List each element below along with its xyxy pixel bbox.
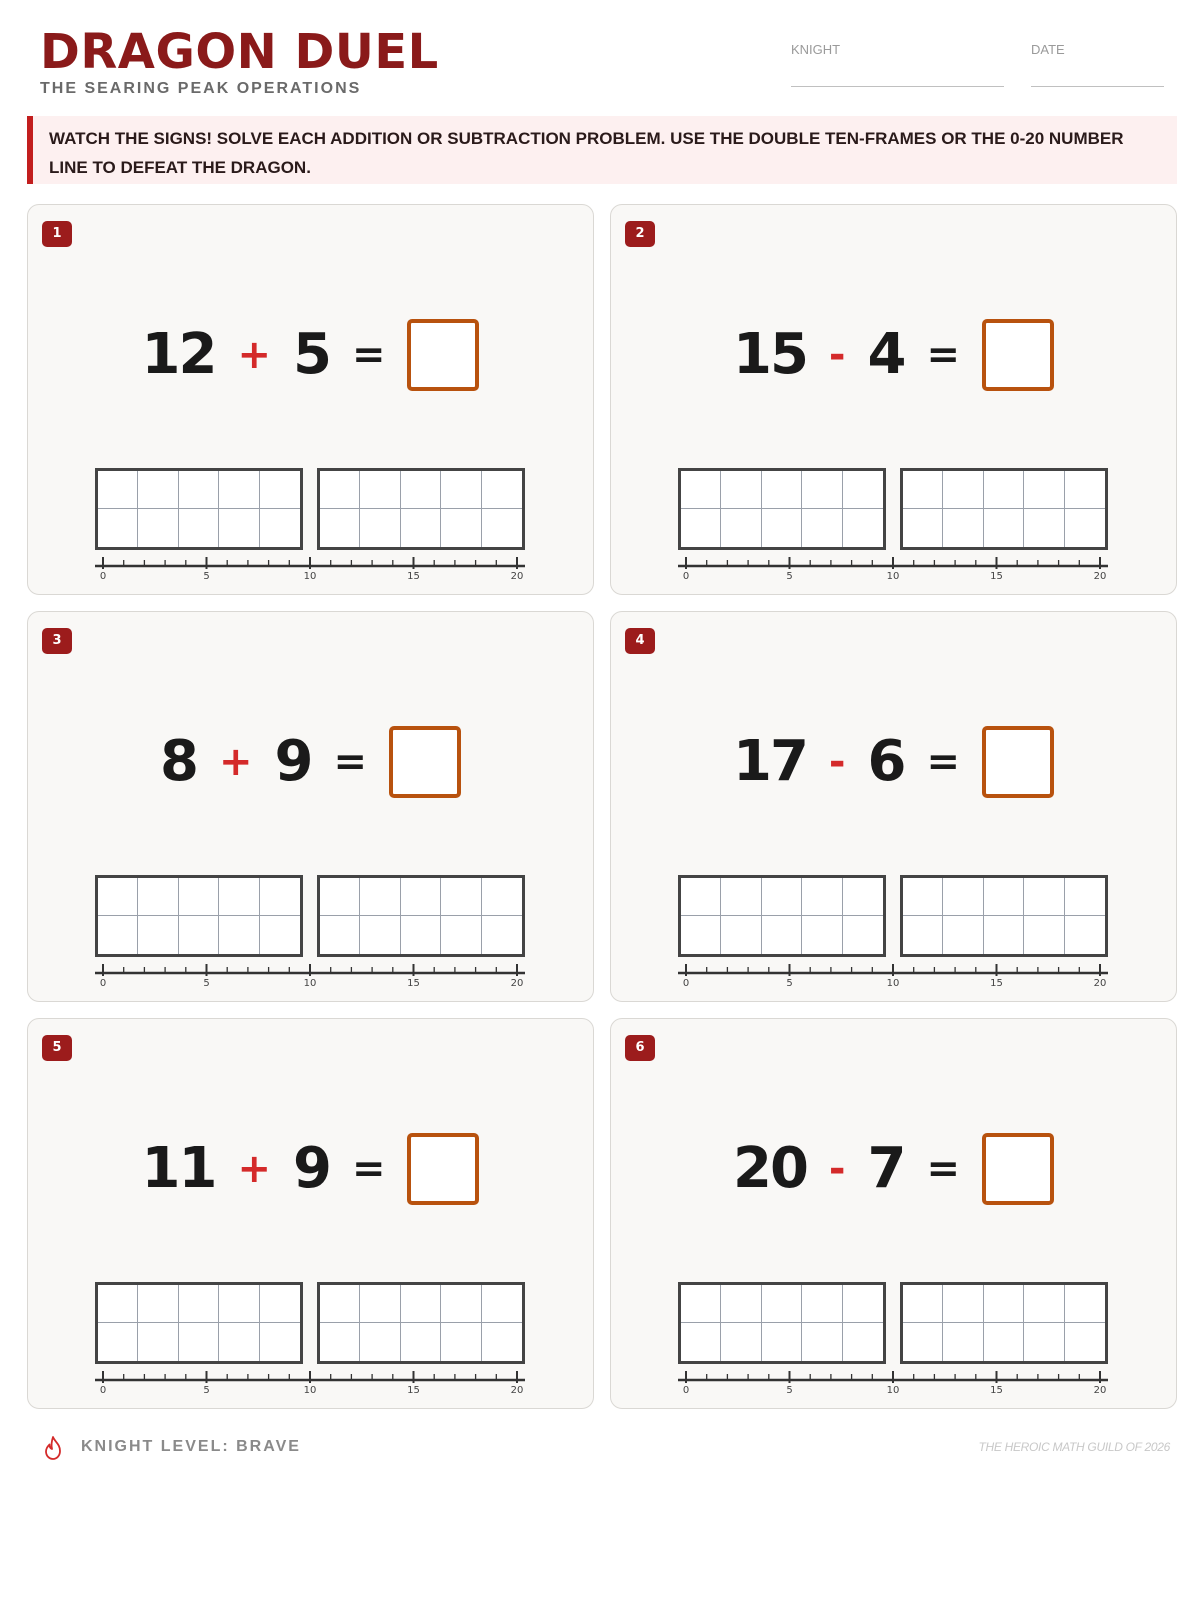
ten-frame-cell[interactable]: [401, 509, 441, 547]
ten-frame-cell[interactable]: [802, 471, 842, 509]
number-line-label: 5: [203, 1385, 210, 1396]
ten-frame-cell[interactable]: [360, 878, 400, 916]
ten-frame-cell[interactable]: [260, 1323, 300, 1361]
first-operand: 12: [141, 322, 216, 387]
credit-line: THE HEROIC MATH GUILD OF 2026: [978, 1440, 1170, 1454]
ten-frame-second: [900, 1282, 1108, 1364]
second-operand: 7: [867, 1136, 905, 1201]
ten-frame-cell[interactable]: [943, 1285, 983, 1323]
ten-frame-cell[interactable]: [260, 916, 300, 954]
ten-frame-cell[interactable]: [721, 878, 761, 916]
ten-frame-cell[interactable]: [721, 509, 761, 547]
ten-frame-cell[interactable]: [762, 1285, 802, 1323]
problem-card: [27, 204, 594, 595]
ten-frame-cell[interactable]: [1024, 471, 1064, 509]
second-operand: 4: [867, 322, 905, 387]
ten-frame-cell[interactable]: [98, 509, 138, 547]
ten-frame-cell[interactable]: [320, 1285, 360, 1323]
problem-number-badge: 4: [625, 628, 655, 654]
operator-sign: -: [828, 1146, 846, 1192]
ten-frame-cell[interactable]: [1065, 878, 1105, 916]
worksheet-header: [40, 26, 1170, 106]
ten-frame-cell[interactable]: [482, 878, 522, 916]
date-write-line[interactable]: [1031, 86, 1164, 87]
equation: [611, 1131, 1176, 1207]
ten-frame-cell[interactable]: [1024, 509, 1064, 547]
ten-frame-cell[interactable]: [360, 1323, 400, 1361]
ten-frame-cell[interactable]: [260, 471, 300, 509]
knight-label: KNIGHT: [791, 42, 841, 57]
second-operand: 9: [274, 729, 312, 794]
equation: [28, 317, 593, 393]
ten-frame-cell[interactable]: [98, 471, 138, 509]
ten-frame-cell[interactable]: [401, 471, 441, 509]
ten-frame-cell[interactable]: [98, 1323, 138, 1361]
equals-sign: =: [351, 1146, 386, 1192]
equals-sign: =: [926, 739, 961, 785]
second-operand: 5: [292, 322, 330, 387]
ten-frame-cell[interactable]: [441, 1323, 481, 1361]
ten-frame-cell[interactable]: [219, 471, 259, 509]
ten-frame-cell[interactable]: [1024, 878, 1064, 916]
ten-frame-cell[interactable]: [721, 1285, 761, 1323]
number-line-label: 20: [1093, 1385, 1107, 1396]
ten-frame-cell[interactable]: [138, 471, 178, 509]
ten-frame-cell[interactable]: [360, 509, 400, 547]
ten-frame-cell[interactable]: [138, 916, 178, 954]
page-title: DRAGON DUEL: [40, 24, 439, 80]
ten-frame-cell[interactable]: [401, 1285, 441, 1323]
equation: [28, 1131, 593, 1207]
ten-frame-cell[interactable]: [1065, 1285, 1105, 1323]
number-line-label: 10: [303, 571, 317, 582]
ten-frame-cell[interactable]: [320, 878, 360, 916]
problem-card: [610, 611, 1177, 1002]
number-line-label: 10: [886, 1385, 900, 1396]
ten-frame-cell[interactable]: [401, 1323, 441, 1361]
number-line-label: 15: [990, 571, 1003, 582]
number-line: [678, 961, 1108, 995]
ten-frame-cell[interactable]: [681, 878, 721, 916]
number-line-label: 0: [99, 1385, 107, 1396]
ten-frame-cell[interactable]: [320, 471, 360, 509]
ten-frame-cell[interactable]: [482, 916, 522, 954]
ten-frame-cell[interactable]: [903, 1323, 943, 1361]
ten-frame-cell[interactable]: [943, 471, 983, 509]
ten-frame-cell[interactable]: [843, 1323, 883, 1361]
first-operand: 11: [141, 1136, 216, 1201]
worksheet-footer: [40, 1433, 1170, 1463]
number-line-label: 10: [886, 978, 900, 989]
ten-frame-cell[interactable]: [138, 509, 178, 547]
ten-frame-cell[interactable]: [843, 878, 883, 916]
ten-frame-cell[interactable]: [802, 1285, 842, 1323]
double-ten-frame: [95, 1282, 525, 1402]
ten-frame-cell[interactable]: [219, 509, 259, 547]
ten-frame-first: [678, 1282, 886, 1364]
ten-frame-cell[interactable]: [984, 916, 1024, 954]
problem-number-badge: 1: [42, 221, 72, 247]
ten-frame-cell[interactable]: [984, 878, 1024, 916]
ten-frame-cell[interactable]: [179, 1285, 219, 1323]
ten-frame-cell[interactable]: [843, 509, 883, 547]
ten-frame-cell[interactable]: [721, 1323, 761, 1361]
ten-frame-cell[interactable]: [984, 509, 1024, 547]
ten-frame-cell[interactable]: [721, 916, 761, 954]
answer-box[interactable]: [389, 726, 461, 798]
number-line-label: 10: [886, 571, 900, 582]
number-line-label: 15: [407, 1385, 420, 1396]
number-line: [678, 1368, 1108, 1402]
ten-frame-cell[interactable]: [984, 1285, 1024, 1323]
ten-frame-second: [317, 875, 525, 957]
equals-sign: =: [926, 332, 961, 378]
ten-frame-cell[interactable]: [721, 471, 761, 509]
ten-frame-first: [95, 468, 303, 550]
ten-frame-second: [900, 875, 1108, 957]
ten-frame-cell[interactable]: [681, 471, 721, 509]
ten-frame-cell[interactable]: [441, 878, 481, 916]
problem-number-badge: 6: [625, 1035, 655, 1061]
ten-frame-cell[interactable]: [681, 509, 721, 547]
number-line-label: 15: [407, 978, 420, 989]
double-ten-frame: [678, 1282, 1108, 1402]
equation: [611, 724, 1176, 800]
ten-frame-cell[interactable]: [360, 916, 400, 954]
instructions-banner: WATCH THE SIGNS! SOLVE EACH ADDITION OR SUBTRACTION PROBLEM. USE THE DOUBLE TEN-FRAMES OR THE 0-20 NUMBER LINE TO DEFEAT THE DRAGON.: [27, 116, 1177, 184]
ten-frame-cell[interactable]: [179, 509, 219, 547]
ten-frame-cell[interactable]: [482, 1285, 522, 1323]
equation: [611, 317, 1176, 393]
equals-sign: =: [333, 739, 367, 785]
first-operand: 17: [732, 729, 807, 794]
operator-sign: +: [237, 332, 271, 378]
ten-frame-cell[interactable]: [360, 1285, 400, 1323]
ten-frame-cell[interactable]: [320, 1323, 360, 1361]
flame-icon: [42, 1435, 64, 1461]
first-operand: 20: [732, 1136, 807, 1201]
ten-frame-cell[interactable]: [482, 509, 522, 547]
ten-frame-second: [900, 468, 1108, 550]
number-line: [95, 961, 525, 995]
equation: [28, 724, 593, 800]
operator-sign: -: [828, 739, 846, 785]
number-line-label: 20: [510, 571, 524, 582]
ten-frame-cell[interactable]: [762, 916, 802, 954]
ten-frame-cell[interactable]: [1065, 471, 1105, 509]
ten-frame-cell[interactable]: [1024, 1323, 1064, 1361]
ten-frame-cell[interactable]: [762, 509, 802, 547]
double-ten-frame: [678, 468, 1108, 588]
ten-frame-cell[interactable]: [802, 509, 842, 547]
answer-box[interactable]: [407, 1133, 479, 1205]
answer-box[interactable]: [982, 1133, 1054, 1205]
ten-frame-cell[interactable]: [903, 1285, 943, 1323]
ten-frame-cell[interactable]: [441, 509, 481, 547]
ten-frame-cell[interactable]: [903, 916, 943, 954]
ten-frame-cell[interactable]: [441, 471, 481, 509]
number-line-label: 15: [407, 571, 420, 582]
knight-field[interactable]: [791, 42, 840, 57]
number-line-label: 5: [203, 978, 210, 989]
date-label: DATE: [1031, 42, 1065, 57]
operator-sign: +: [237, 1146, 271, 1192]
ten-frame-cell[interactable]: [260, 1285, 300, 1323]
ten-frame-cell[interactable]: [138, 1323, 178, 1361]
ten-frame-second: [317, 1282, 525, 1364]
ten-frame-cell[interactable]: [482, 471, 522, 509]
problem-card: [610, 204, 1177, 595]
ten-frame-cell[interactable]: [681, 916, 721, 954]
equals-sign: =: [926, 1146, 961, 1192]
ten-frame-cell[interactable]: [360, 471, 400, 509]
ten-frame-cell[interactable]: [943, 916, 983, 954]
ten-frame-cell[interactable]: [138, 1285, 178, 1323]
double-ten-frame: [95, 468, 525, 588]
number-line-label: 15: [990, 1385, 1003, 1396]
ten-frame-cell[interactable]: [943, 1323, 983, 1361]
ten-frame-first: [95, 875, 303, 957]
ten-frame-cell[interactable]: [179, 878, 219, 916]
ten-frame-cell[interactable]: [943, 878, 983, 916]
number-line-label: 0: [682, 571, 690, 582]
number-line-label: 5: [203, 571, 210, 582]
ten-frame-cell[interactable]: [1024, 916, 1064, 954]
number-line: [678, 554, 1108, 588]
ten-frame-cell[interactable]: [903, 878, 943, 916]
number-line-label: 10: [303, 978, 317, 989]
date-field[interactable]: [1031, 42, 1065, 57]
number-line: [95, 554, 525, 588]
knight-write-line[interactable]: [791, 86, 1004, 87]
page-subtitle: THE SEARING PEAK OPERATIONS: [40, 80, 362, 97]
ten-frame-cell[interactable]: [802, 1323, 842, 1361]
ten-frame-cell[interactable]: [320, 916, 360, 954]
ten-frame-cell[interactable]: [179, 471, 219, 509]
operator-sign: -: [828, 332, 846, 378]
problem-number-badge: 5: [42, 1035, 72, 1061]
number-line-label: 5: [786, 978, 793, 989]
double-ten-frame: [678, 875, 1108, 995]
ten-frame-first: [678, 468, 886, 550]
ten-frame-cell[interactable]: [401, 916, 441, 954]
second-operand: 6: [867, 729, 905, 794]
ten-frame-cell[interactable]: [681, 1323, 721, 1361]
number-line-label: 0: [99, 978, 107, 989]
operator-sign: +: [218, 739, 253, 785]
ten-frame-cell[interactable]: [762, 878, 802, 916]
ten-frame-cell[interactable]: [1024, 1285, 1064, 1323]
number-line: [95, 1368, 525, 1402]
ten-frame-cell[interactable]: [179, 916, 219, 954]
answer-box[interactable]: [407, 319, 479, 391]
ten-frame-cell[interactable]: [762, 1323, 802, 1361]
ten-frame-cell[interactable]: [179, 1323, 219, 1361]
ten-frame-cell[interactable]: [681, 1285, 721, 1323]
number-line-label: 0: [99, 571, 107, 582]
double-ten-frame: [95, 875, 525, 995]
knight-level: KNIGHT LEVEL: BRAVE: [81, 1438, 301, 1455]
problem-card: [27, 1018, 594, 1409]
ten-frame-cell[interactable]: [843, 471, 883, 509]
ten-frame-cell[interactable]: [441, 1285, 481, 1323]
ten-frame-cell[interactable]: [1065, 509, 1105, 547]
ten-frame-cell[interactable]: [98, 878, 138, 916]
number-line-label: 10: [303, 1385, 317, 1396]
ten-frame-cell[interactable]: [219, 1323, 259, 1361]
ten-frame-cell[interactable]: [260, 878, 300, 916]
problem-card: [27, 611, 594, 1002]
problem-card: [610, 1018, 1177, 1409]
ten-frame-first: [678, 875, 886, 957]
second-operand: 9: [292, 1136, 330, 1201]
answer-box[interactable]: [982, 319, 1054, 391]
ten-frame-cell[interactable]: [320, 509, 360, 547]
ten-frame-cell[interactable]: [843, 1285, 883, 1323]
ten-frame-cell[interactable]: [762, 471, 802, 509]
ten-frame-first: [95, 1282, 303, 1364]
ten-frame-cell[interactable]: [903, 509, 943, 547]
ten-frame-cell[interactable]: [984, 1323, 1024, 1361]
ten-frame-cell[interactable]: [482, 1323, 522, 1361]
first-operand: 8: [160, 729, 197, 794]
ten-frame-cell[interactable]: [843, 916, 883, 954]
ten-frame-cell[interactable]: [802, 878, 842, 916]
problem-number-badge: 3: [42, 628, 72, 654]
number-line-label: 0: [682, 978, 690, 989]
ten-frame-cell[interactable]: [260, 509, 300, 547]
ten-frame-cell[interactable]: [98, 916, 138, 954]
number-line-label: 20: [1093, 978, 1107, 989]
number-line-label: 15: [990, 978, 1003, 989]
ten-frame-cell[interactable]: [1065, 916, 1105, 954]
number-line-label: 20: [510, 978, 524, 989]
ten-frame-second: [317, 468, 525, 550]
number-line-label: 0: [682, 1385, 690, 1396]
ten-frame-cell[interactable]: [943, 509, 983, 547]
number-line-label: 5: [786, 1385, 793, 1396]
ten-frame-cell[interactable]: [441, 916, 481, 954]
ten-frame-cell[interactable]: [401, 878, 441, 916]
ten-frame-cell[interactable]: [98, 1285, 138, 1323]
ten-frame-cell[interactable]: [984, 471, 1024, 509]
answer-box[interactable]: [982, 726, 1054, 798]
number-line-label: 20: [510, 1385, 524, 1396]
equals-sign: =: [351, 332, 386, 378]
number-line-label: 5: [786, 571, 793, 582]
ten-frame-cell[interactable]: [903, 471, 943, 509]
first-operand: 15: [732, 322, 807, 387]
ten-frame-cell[interactable]: [802, 916, 842, 954]
ten-frame-cell[interactable]: [1065, 1323, 1105, 1361]
problem-number-badge: 2: [625, 221, 655, 247]
ten-frame-cell[interactable]: [219, 1285, 259, 1323]
number-line-label: 20: [1093, 571, 1107, 582]
ten-frame-cell[interactable]: [138, 878, 178, 916]
ten-frame-cell[interactable]: [219, 878, 259, 916]
ten-frame-cell[interactable]: [219, 916, 259, 954]
